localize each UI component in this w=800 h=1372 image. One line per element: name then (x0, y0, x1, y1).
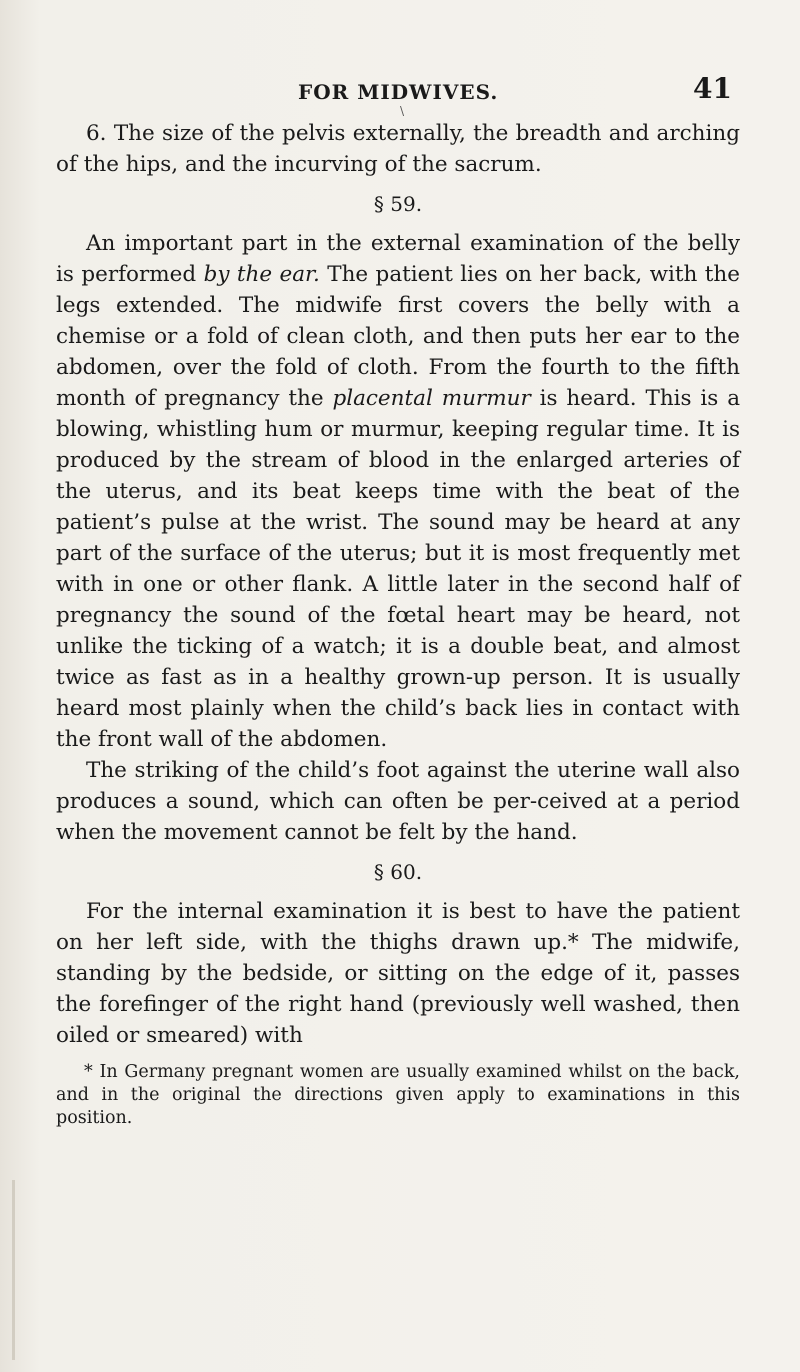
binding-shadow (12, 1180, 15, 1360)
paragraph-59-text-b: The patient lies on her back, with the legs extended. The midwife first covers the belly with a chemise or a fold of clean cloth, and then puts her ear to the abdomen, over the fold of cloth. From the fourth to the fifth month of pregnancy the (56, 262, 740, 411)
paragraph-59-emphasis-murmur: placental murmur (332, 386, 531, 411)
body-text (56, 118, 740, 1130)
paragraph-59-emphasis-ear: by the ear. (203, 262, 320, 287)
paragraph-59-second: The striking of the child’s foot against the uterine wall also produces a sound, which can often be per-ceived at a period when the movement cannot be felt by the hand. (56, 758, 740, 845)
paragraph-6: 6. The size of the pelvis externally, the breadth and arching of the hips, and the incurving of the sacrum. (56, 121, 740, 177)
page-number: 41 (693, 72, 732, 105)
footnote: * In Germany pregnant women are usually examined whilst on the back, and in the original the directions given apply to examinations in this position. (56, 1062, 740, 1128)
paragraph-60: For the internal examination it is best to have the patient on her left side, with the thighs drawn up.* The midwife, standing by the bedside, or sitting on the edge of it, passes the forefinger of the right hand (previously well washed, then oiled or smeared) with (56, 899, 740, 1048)
section-heading-59: § 59. (373, 192, 423, 216)
paragraph-59-text-c: is heard. This is a blowing, whistling hum or murmur, keeping regular time. It is produced by the stream of blood in the enlarged arteries of the uterus, and its beat keeps time with the beat of the patient’s pulse at the wrist. The sound may be heard at any part of the surface of the uterus; but it is most frequently met with in one or other flank. A little later in the second half of pregnancy the sound of the fœtal heart may be heard, not unlike the ticking of a watch; it is a double beat, and almost twice as fast as in a healthy grown-up person. It is usually heard most plainly when the child’s back lies in contact with the front wall of the abdomen. (56, 386, 741, 752)
section-heading-60: § 60. (373, 860, 423, 884)
running-head: FOR MIDWIVES. (298, 80, 499, 104)
paragraph-59 (56, 228, 740, 755)
tick-mark: \ (400, 104, 405, 118)
paragraph-59-text-a: An important part in the external examination of the belly is performed (56, 231, 740, 287)
page-header (0, 66, 800, 118)
